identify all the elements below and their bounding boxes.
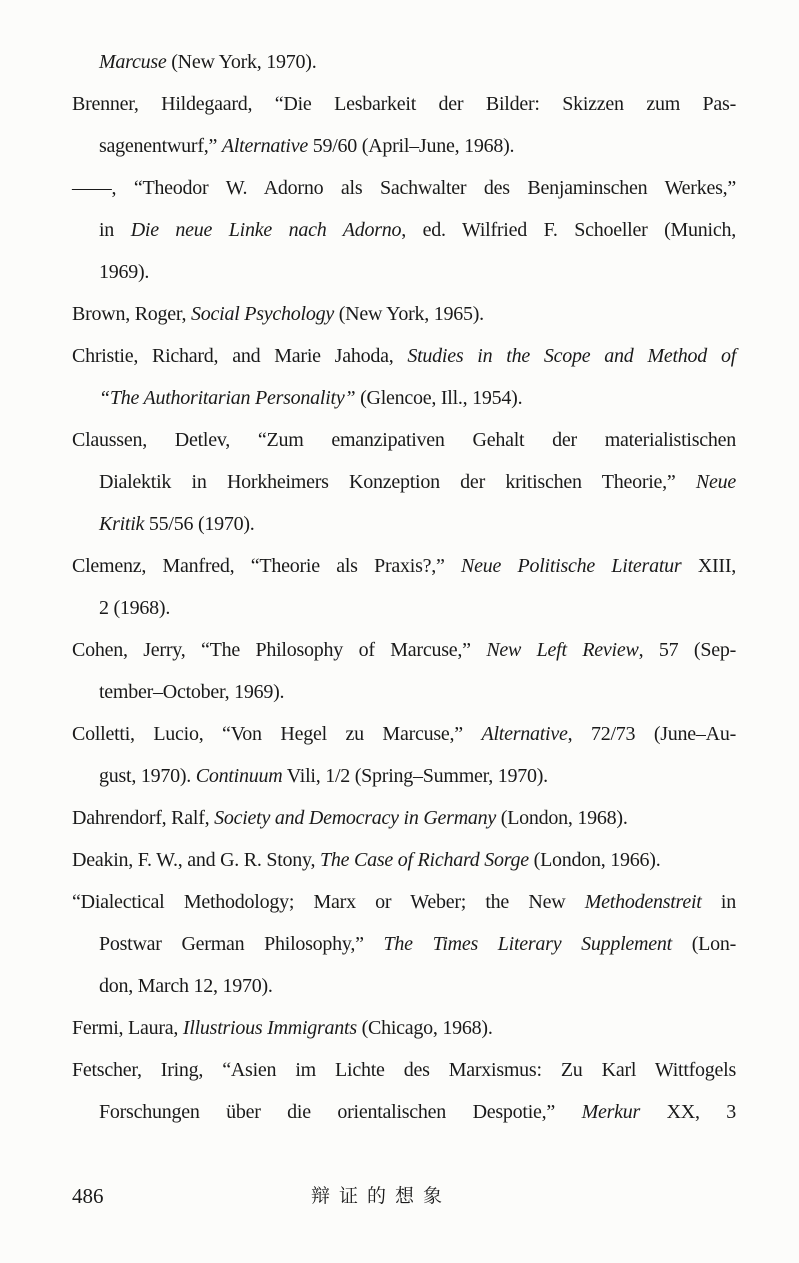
italic-text-run: Neue Politische Literatur bbox=[461, 555, 682, 577]
bibliography-line bbox=[72, 209, 736, 251]
bibliography-line bbox=[72, 377, 736, 419]
bibliography-entry bbox=[72, 797, 736, 839]
italic-text-run: Alternative bbox=[481, 723, 568, 745]
italic-text-run: Neue bbox=[695, 471, 736, 493]
text-run: 59/60 (April–June, 1968). bbox=[307, 135, 515, 157]
bibliography-line bbox=[72, 881, 736, 923]
text-run: Vili, 1/2 (Spring–Summer, 1970). bbox=[282, 765, 548, 787]
bibliography-entry bbox=[72, 881, 736, 1007]
bibliography-entry bbox=[72, 629, 736, 713]
text-run: Dahrendorf, Ralf, bbox=[72, 807, 215, 829]
italic-text-run: Methodenstreit bbox=[584, 891, 702, 913]
running-title: 辩证的想象 bbox=[310, 1185, 452, 1207]
text-run: , 72/73 (June–Au- bbox=[567, 723, 736, 745]
bibliography-line bbox=[72, 923, 736, 965]
text-run: XIII, bbox=[681, 555, 737, 577]
bibliography-entry bbox=[72, 839, 736, 881]
italic-text-run: The Times Literary Supplement bbox=[383, 933, 672, 955]
bibliography-line bbox=[72, 251, 736, 293]
bibliography-line bbox=[72, 1007, 736, 1049]
bibliography-line bbox=[72, 965, 736, 1007]
italic-text-run: Die neue Linke nach Adorno bbox=[130, 219, 402, 241]
text-run: tember–October, 1969). bbox=[99, 681, 285, 703]
text-run: Clemenz, Manfred, “Theorie als Praxis?,” bbox=[72, 555, 462, 577]
text-run: sagenentwurf,” bbox=[99, 135, 222, 157]
text-run: (Chicago, 1968). bbox=[356, 1017, 493, 1039]
text-run: , 57 (Sep- bbox=[638, 639, 736, 661]
text-run: Cohen, Jerry, “The Philosophy of Marcuse,” bbox=[72, 639, 487, 661]
text-run: XX, 3 bbox=[640, 1101, 736, 1123]
italic-text-run: Society and Democracy in Germany bbox=[214, 807, 497, 829]
text-run: don, March 12, 1970). bbox=[99, 975, 273, 997]
italic-text-run: Continuum bbox=[195, 765, 283, 787]
text-run: (London, 1966). bbox=[528, 849, 661, 871]
bibliography-line bbox=[72, 797, 736, 839]
italic-text-run: “The Authoritarian Personality” bbox=[99, 387, 356, 409]
bibliography-line bbox=[72, 1049, 736, 1091]
text-run: Postwar German Philosophy,” bbox=[99, 933, 384, 955]
text-run: 1969). bbox=[99, 261, 150, 283]
bibliography-line bbox=[72, 83, 736, 125]
bibliography-entry bbox=[72, 1049, 736, 1133]
page-number: 486 bbox=[72, 1184, 104, 1208]
bibliography-line bbox=[72, 461, 736, 503]
bibliography-line bbox=[72, 629, 736, 671]
bibliography-entry bbox=[72, 545, 736, 629]
text-run: in bbox=[99, 219, 131, 241]
bibliography-entry bbox=[72, 419, 736, 545]
bibliography-entry bbox=[72, 83, 736, 167]
bibliography-line bbox=[72, 713, 736, 755]
bibliography-line bbox=[72, 167, 736, 209]
text-run: , ed. Wilfried F. Schoeller (Munich, bbox=[401, 219, 736, 241]
bibliography-entry bbox=[72, 41, 736, 83]
italic-text-run: Marcuse bbox=[99, 51, 167, 73]
bibliography-entry bbox=[72, 293, 736, 335]
text-run: Forschungen über die orientalischen Despotie,” bbox=[99, 1101, 582, 1123]
bibliography-line bbox=[72, 41, 736, 83]
bibliography-line bbox=[72, 335, 736, 377]
bibliography-line bbox=[72, 839, 736, 881]
text-run: Fetscher, Iring, “Asien im Lichte des Marxismus: Zu Karl Wittfogels bbox=[72, 1059, 736, 1081]
bibliography-line bbox=[72, 293, 736, 335]
text-run: Claussen, Detlev, “Zum emanzipativen Gehalt der materialistischen bbox=[72, 429, 736, 451]
bibliography-entry bbox=[72, 335, 736, 419]
text-run: Brown, Roger, bbox=[72, 303, 192, 325]
text-run: (Lon- bbox=[671, 933, 737, 955]
bibliography-entry bbox=[72, 167, 736, 293]
text-run: Brenner, Hildegaard, “Die Lesbarkeit der Bilder: Skizzen zum Pas- bbox=[72, 93, 736, 115]
bibliography-line bbox=[72, 671, 736, 713]
bibliography-entry bbox=[72, 1007, 736, 1049]
italic-text-run: Illustrious Immigrants bbox=[182, 1017, 357, 1039]
text-run: Fermi, Laura, bbox=[72, 1017, 183, 1039]
text-run: (Glencoe, Ill., 1954). bbox=[355, 387, 523, 409]
text-run: (New York, 1965). bbox=[333, 303, 484, 325]
italic-text-run: Merkur bbox=[581, 1101, 641, 1123]
text-run: Colletti, Lucio, “Von Hegel zu Marcuse,” bbox=[72, 723, 482, 745]
italic-text-run: Social Psychology bbox=[191, 303, 334, 325]
bibliography-line bbox=[72, 125, 736, 167]
bibliography-line bbox=[72, 503, 736, 545]
bibliography-line bbox=[72, 545, 736, 587]
bibliography-line bbox=[72, 755, 736, 797]
text-run: 55/56 (1970). bbox=[144, 513, 255, 535]
text-run: Dialektik in Horkheimers Konzeption der kritischen Theorie,” bbox=[99, 471, 696, 493]
bibliography-line bbox=[72, 587, 736, 629]
italic-text-run: The Case of Richard Sorge bbox=[320, 849, 529, 871]
text-run: (New York, 1970). bbox=[166, 51, 317, 73]
bibliography-line bbox=[72, 1091, 736, 1133]
text-run: (London, 1968). bbox=[496, 807, 628, 829]
text-run: gust, 1970). bbox=[99, 765, 196, 787]
text-run: ——, “Theodor W. Adorno als Sachwalter des Benjaminschen Werkes,” bbox=[72, 177, 736, 199]
italic-text-run: Kritik bbox=[99, 513, 145, 535]
bibliography-entry bbox=[72, 713, 736, 797]
italic-text-run: New Left Review bbox=[486, 639, 639, 661]
text-run: Deakin, F. W., and G. R. Stony, bbox=[72, 849, 320, 871]
bibliography-line bbox=[72, 419, 736, 461]
italic-text-run: Studies in the Scope and Method of bbox=[407, 345, 737, 367]
text-run: Christie, Richard, and Marie Jahoda, bbox=[72, 345, 408, 367]
italic-text-run: Alternative bbox=[221, 135, 308, 157]
text-run: “Dialectical Methodology; Marx or Weber; the New bbox=[72, 891, 585, 913]
text-run: in bbox=[701, 891, 736, 913]
page-footer bbox=[0, 1175, 799, 1217]
bibliography-list bbox=[72, 41, 736, 1133]
text-run: 2 (1968). bbox=[99, 597, 171, 619]
